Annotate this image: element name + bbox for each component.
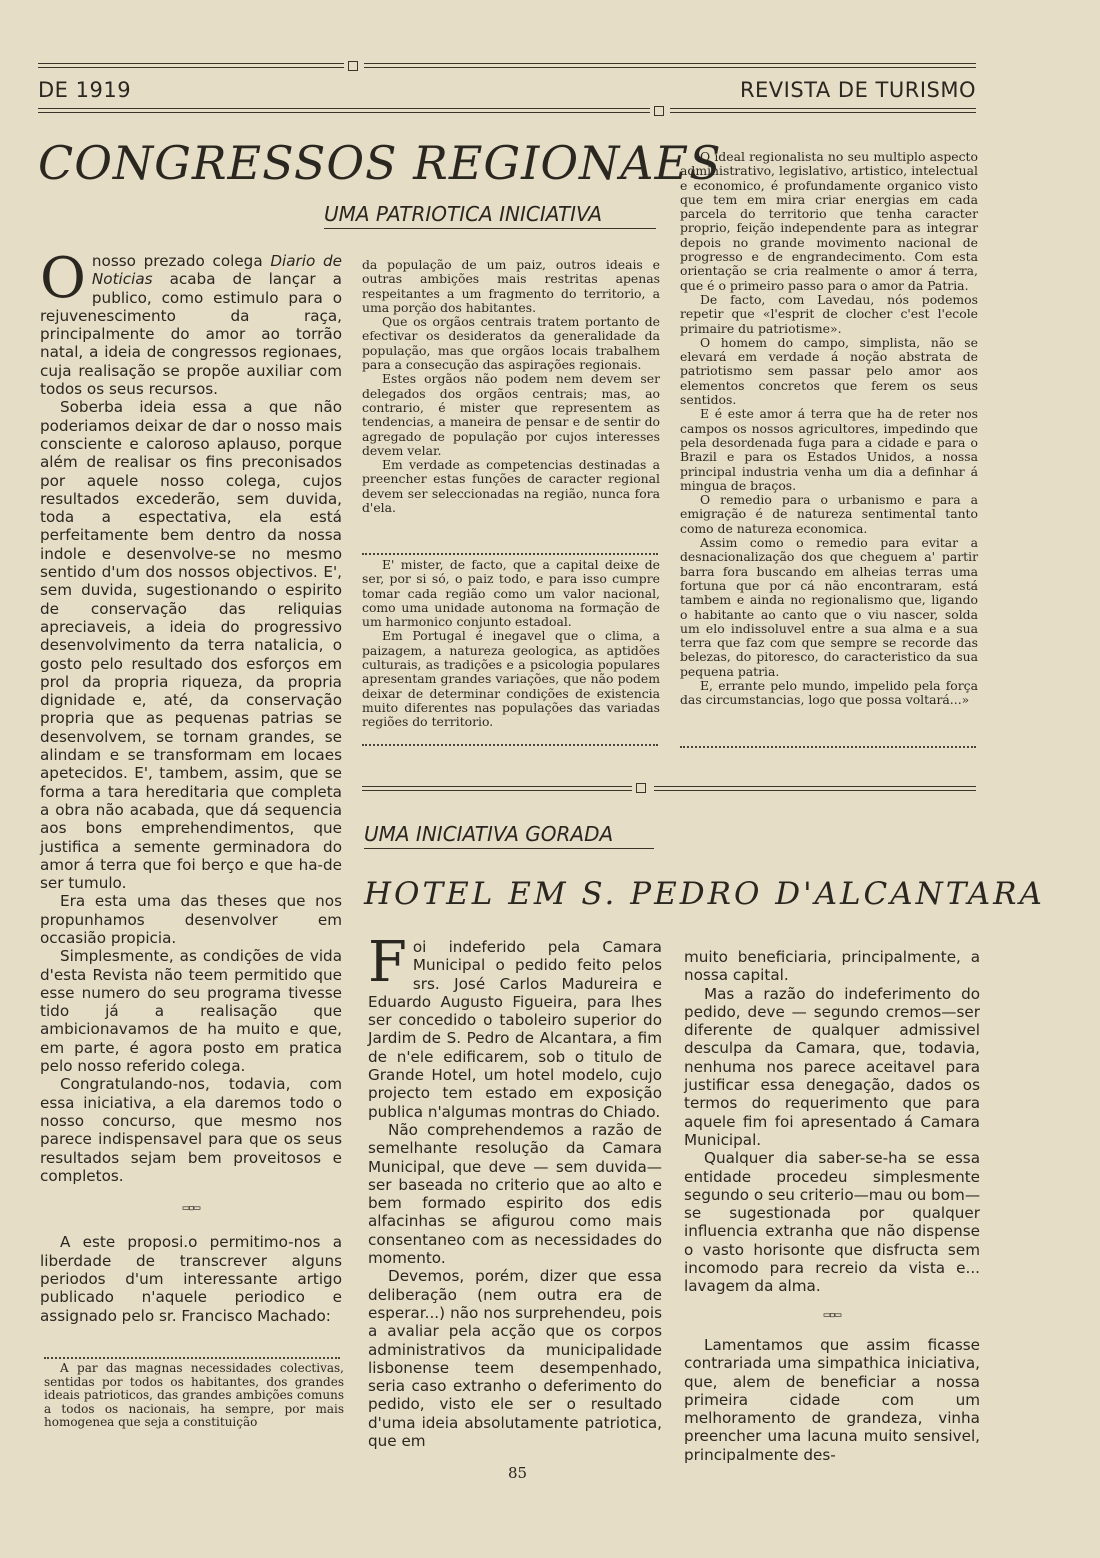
paragraph: Não comprehendemos a razão de semelhante resolução da Camara Municipal, que deve — sem duvida—ser baseada no criterio que ao alto e bem formado espirito dos edis alfacinhas se afigurou como mais consentaneo com as necessidades do momento.	[368, 1120, 662, 1268]
quote-paragraph: O homem do campo, simplista, não se elevará em verdade á noção abstrata de patriotismo sem passar pelo amor aos elementos concretos que ferem os seus sentidos.	[680, 334, 978, 408]
quote-paragraph: O ideal regionalista no seu multiplo aspecto administrativo, legislativo, artistico, intelectual e economico, é profundamente organico visto que tem em mira criar energias em cada parcela do territorio que tenha caracter proprio, feição independente para as integrar depois no grande movimento nacional de progresso e de engrandecimento. Com esta orientação se cria realmente o amor á terra, que é o primeiro passo para o amor da Patria.	[680, 149, 978, 293]
header-rule-left	[38, 63, 344, 64]
article-title: CONGRESSOS REGIONAES	[38, 136, 722, 190]
section-ornament: ▭▫▭	[182, 1201, 200, 1215]
divider-rule-right	[654, 786, 976, 787]
article-middle-column-2	[362, 558, 660, 730]
section-ornament: ▭▫▭	[823, 1307, 841, 1321]
header-bottom-rule-left	[38, 108, 650, 109]
divider-rule-right-2	[654, 790, 976, 791]
paragraph: Lamentamos que assim ficasse contrariada uma simpathica iniciativa, que, alem de beneficiar a nossa primeira cidade com um melhoramento de grandeza, vinha preencher uma lacuna muito sensivel, principalmente des-	[684, 1335, 980, 1464]
quote-paragraph: da população de um paiz, outros ideais e outras ambições mais restritas apenas respeitantes a um fragmento do territorio, a uma porção dos habitantes.	[362, 257, 660, 315]
paragraph: Soberba ideia essa a que não poderiamos deixar de dar o nosso mais consciente e caloroso aplauso, porque além de realisar os fins preconisados por aquele nosso colega, cujos resultados excederão, sem duvida, toda a espectativa, ela está perfeitamente bem dentro da nossa indole e desenvolve-se no mesmo sentido d'um dos nossos objectivos. E', sem duvida, sugestionando o espirito de conservação das reliquias apreciaveis, a ideia do progressivo desenvolvimento da terra natalicia, o gosto pelo resultado dos esforços em prol da propria riqueza, da propria dignidade e, até, da conservação propria que as pequenas patrias se desenvolvem, se tornam grandes, se alindam e se transformam em locaes apetecidos. E', tambem, assim, que se forma a tara hereditaria que completa a obra não acabada, que dá sequencia aos bons emprehendimentos, que justifica a semente germinadora do amor á terra que foi berço e que ha-de ser tumulo.	[40, 398, 342, 893]
header-bottom-rule-right	[670, 108, 976, 109]
article2-title: HOTEL EM S. PEDRO D'ALCANTARA	[364, 876, 1045, 912]
header-rule-left-2	[38, 67, 344, 68]
right-dotted-rule-end	[680, 746, 976, 748]
paragraph: Devemos, porém, dizer que essa deliberação (nem outra era de esperar...) não nos surprehendeu, pois a avaliar pela acção que os corpos administrativos da municipalidade lisbonense teem desempenhado, seria caso extranho o deferimento do pedido, visto ele ser o resultado d'uma ideia absolutamente patriotica, que em	[368, 1267, 662, 1451]
subtitle-underline	[324, 228, 656, 229]
header-bottom-ornament-box	[654, 106, 664, 116]
quote-paragraph: Que os orgãos centrais tratem portanto de efectivar os desideratos da generalidade da população, mas que orgãos locais trabalhem para a consecução das aspirações regionais.	[362, 314, 660, 373]
article2-right-column	[684, 948, 980, 1464]
header-ornament-box	[348, 61, 358, 71]
divider-rule-left-2	[362, 790, 632, 791]
header-publication: REVISTA DE TURISMO	[739, 78, 976, 102]
middle-dotted-rule-end	[362, 744, 658, 746]
quote-paragraph: De facto, com Lavedau, nós podemos repetir que «l'esprit de clocher c'est l'ecole primaire du patriotisme».	[680, 291, 978, 336]
quote-paragraph: Em Portugal é inegavel que o clima, a paizagem, a natureza geologica, as aptidões culturais, as tradições e a psicologia populares apresentam grandes variações, que não podem deixar de determinar condições de existencia muito diferentes nas populações das variadas regiões do territorio.	[362, 628, 660, 730]
article-middle-column	[362, 258, 660, 515]
page-number: 85	[508, 1464, 528, 1482]
kicker-underline	[364, 848, 654, 849]
header-bottom-rule-right-2	[670, 112, 976, 113]
article2-kicker: UMA INICIATIVA GORADA	[364, 822, 614, 846]
header-date: DE 1919	[38, 78, 132, 102]
intro-paragraph: A este proposi.o permitimo-nos a liberdade de transcrever alguns periodos d'um interessante artigo publicado n'aquele periodico e assignado pelo sr. Francisco Machado:	[40, 1233, 342, 1325]
article-subtitle: UMA PATRIOTICA INICIATIVA	[324, 202, 603, 226]
quote-paragraph: Em verdade as competencias destinadas a preencher estas funções de caracter regional devem ser seleccionadas na região, nunca fora d'ela.	[362, 457, 660, 516]
lead-paragraph: Foi indeferido pela Camara Municipal o pedido feito pelos srs. José Carlos Madureira e Eduardo Augusto Figueira, para lhes ser concedido o taboleiro superior do Jardim de S. Pedro de Alcantara, a fim de n'ele edificarem, sob o titulo de Grande Hotel, um hotel modelo, cujo projecto tem estado em exposição publica n'algumas montras do Chiado.	[368, 930, 662, 1121]
quote-dotted-rule	[44, 1357, 340, 1359]
header-rule-right	[364, 63, 976, 64]
quote-paragraph: E, errante pelo mundo, impelido pela força das circumstancias, logo que possa voltará...»	[680, 677, 978, 708]
drop-cap: F	[368, 930, 407, 995]
quote-paragraph: Assim como o remedio para evitar a desnacionalização dos que cheguem a' partir barra fora buscando em alheias terras uma fortuna que por cá não encontraram, está tambem e ainda no regionalismo que, ligando o habitante ao canto que o viu nascer, solda um elo indissoluvel entre a sua alma e a sua terra que faz com que sempre se recorde das belezas, do pitoresco, do caracteristico da sua pequena patria.	[680, 535, 978, 679]
header-rule-right-2	[364, 67, 976, 68]
quote-paragraph: E' mister, de facto, que a capital deixe de ser, por si só, o paiz todo, e para isso cumpre tomar cada região como um valor nacional, como uma unidade autonoma na formação de um harmonico conjunto estadoal.	[362, 557, 660, 630]
divider-rule-left	[362, 786, 632, 787]
paragraph: Congratulando-nos, todavia, com essa iniciativa, a ela daremos todo o nosso concurso, que mesmo nos parece indispensavel para que os seus resultados sejam bem proveitosos e completos.	[40, 1075, 342, 1185]
paragraph: Simplesmente, as condições de vida d'esta Revista não teem permitido que esse numero do seu programa tivesse tido já a realisação que ambicionavamos de ha muito e que, em parte, é agora posto em pratica pelo nosso referido colega.	[40, 947, 342, 1076]
paragraph: Mas a razão do indeferimento do pedido, deve — segundo cremos—ser diferente de qualquer admissivel desculpa da Camara, que, todavia, nenhuma nos parece aceitavel para justificar essa denegação, dados os termos do requerimento que para aquele fim foi apresentado á Camara Municipal.	[684, 984, 980, 1149]
paragraph: Era esta uma das theses que nos propunhamos desenvolver em occasião propicia.	[40, 892, 342, 947]
quote-paragraph: O remedio para o urbanismo e para a emigração é de natureza sentimental tanto como de natureza economica.	[680, 492, 978, 536]
article-left-column	[40, 246, 342, 1325]
quote-paragraph: E é este amor á terra que ha de reter nos campos os nossos agricultores, impedindo que pela desordenada fuga para a cidade e para o Brazil e para os Estados Unidos, a nossa principal industria venha um dia a definhar á mingua de braços.	[680, 406, 978, 493]
newspaper-name: Diario de Noticias	[91, 252, 342, 289]
paragraph: Qualquer dia saber-se-ha se essa entidade procedeu simplesmente segundo o seu criterio—mau ou bom—se sugestionada por qualquer influencia extranha que não dispense o vasto horisonte que disfructa sem incomodo para recreio da vista e... lavagem da alma.	[684, 1149, 981, 1296]
paragraph: muito beneficiaria, principalmente, a nossa capital.	[684, 948, 980, 985]
drop-cap: O	[40, 246, 86, 311]
lead-paragraph: O nosso prezado colega Diario de Noticias acaba de lançar a publico, como estimulo para o rejuvenescimento da raça, principalmente do amor ao torrão natal, a ideia de congressos regionaes, cuja realisação se propõe auxiliar com todos os seus recursos.	[40, 246, 342, 399]
quote-paragraph: Estes orgãos não podem nem devem ser delegados dos orgãos centrais; mas, ao contrario, é mister que representem as tendencias, a maneira de pensar e de sentir do agregado de população por cujos interesses devem velar.	[362, 371, 660, 458]
divider-ornament-box	[636, 783, 646, 793]
quote-start: A par das magnas necessidades colectivas, sentidas por todos os habitantes, dos grandes ideais patrioticos, das grandes ambições comuns a todos os nacionais, ha sempre, por mais homogenea que seja a constituição	[44, 1361, 344, 1430]
article-right-column	[680, 150, 978, 708]
header-bottom-rule-left-2	[38, 112, 650, 113]
article2-left-column	[368, 930, 662, 1451]
middle-dotted-rule	[362, 553, 658, 555]
